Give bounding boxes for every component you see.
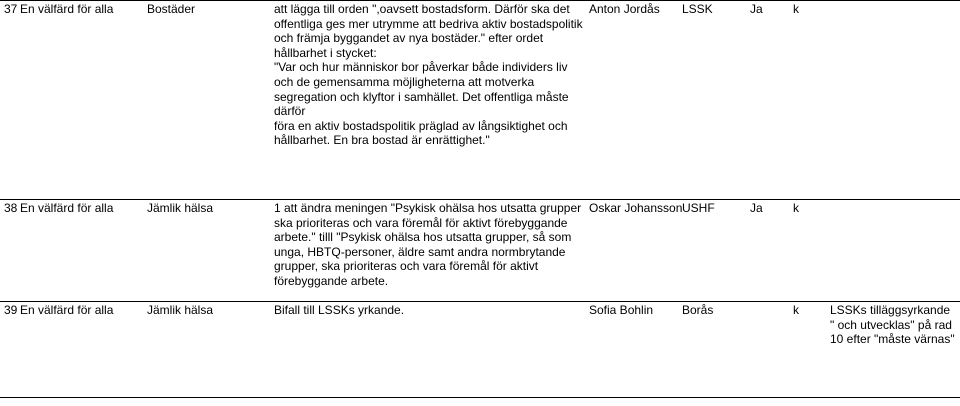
extra-note: [830, 303, 958, 347]
note-line: " och utvecklas" på rad: [830, 317, 952, 332]
text-line: "Var och hur människor bor påverkar både individers liv: [274, 60, 568, 75]
person-cell: Oskar Johansson: [589, 201, 683, 215]
row-number: 37: [4, 2, 18, 16]
vote-cell: Ja: [750, 2, 763, 16]
text-line: och främja byggandet av nya bostäder." efter ordet: [274, 31, 544, 46]
person-cell: Sofia Bohlin: [589, 303, 654, 317]
text-line: hållbarhet i stycket:: [274, 45, 377, 60]
vote-cell: Ja: [750, 201, 763, 215]
text-line: därför: [274, 104, 306, 119]
row-number: 39: [4, 303, 18, 317]
person-cell: Anton Jordås: [589, 2, 660, 16]
proposal-text: [274, 2, 584, 148]
table-bottom-border: [0, 397, 960, 398]
note-line: 10 efter "måste värnas": [830, 332, 955, 347]
text-line: att lägga till orden ",oavsett bostadsform. Därför ska det: [274, 2, 570, 16]
table-row: [0, 0, 960, 190]
text-line: hållbarhet. En bra bostad är enrättighet.": [274, 133, 490, 148]
topic-cell: Bostäder: [147, 2, 196, 16]
row-number: 38: [4, 201, 18, 215]
text-line: och de gemensamma möjligheterna att motverka: [274, 74, 535, 89]
text-line: unga, HBTQ-personer, äldre samt andra normbrytande: [274, 244, 566, 259]
org-cell: USHF: [682, 201, 715, 215]
k-cell: k: [793, 303, 799, 317]
text-line: förebyggande arbete.: [274, 273, 389, 288]
text-line: 1 att ändra meningen "Psykisk ohälsa hos utsatta grupper: [274, 201, 582, 215]
proposal-text: [274, 201, 584, 289]
text-line: föra en aktiv bostadspolitik präglad av långsiktighet och: [274, 118, 568, 133]
k-cell: k: [793, 2, 799, 16]
k-cell: k: [793, 201, 799, 215]
row-divider: [0, 0, 960, 1]
text-line: ska prioriteras och vara föremål för aktivt förebyggande: [274, 215, 568, 230]
text-line: segregation och klyftor i samhället. Det offentliga måste: [274, 89, 569, 104]
topic-cell: Jämlik hälsa: [147, 303, 214, 317]
text-line: grupper, ska prioriteras och vara föremål för aktivt: [274, 259, 539, 274]
text-line: arbete." tilll "Psykisk ohälsa hos utsatta grupper, så som: [274, 230, 572, 245]
text-line: offentliga ges mer utrymme att bedriva aktiv bostadspolitik: [274, 16, 583, 31]
org-cell: LSSK: [682, 2, 713, 16]
area-cell: En välfärd för alla: [20, 201, 114, 215]
table-row: [0, 301, 960, 397]
row-divider: [0, 199, 960, 200]
area-cell: En välfärd för alla: [20, 303, 114, 317]
org-cell: Borås: [682, 303, 714, 317]
text-line: Bifall till LSSKs yrkande.: [274, 303, 405, 317]
topic-cell: Jämlik hälsa: [147, 201, 214, 215]
table-row: [0, 199, 960, 299]
proposal-text: [274, 303, 584, 318]
row-divider: [0, 301, 960, 302]
note-line: LSSKs tilläggsyrkande: [830, 303, 951, 317]
area-cell: En välfärd för alla: [20, 2, 114, 16]
